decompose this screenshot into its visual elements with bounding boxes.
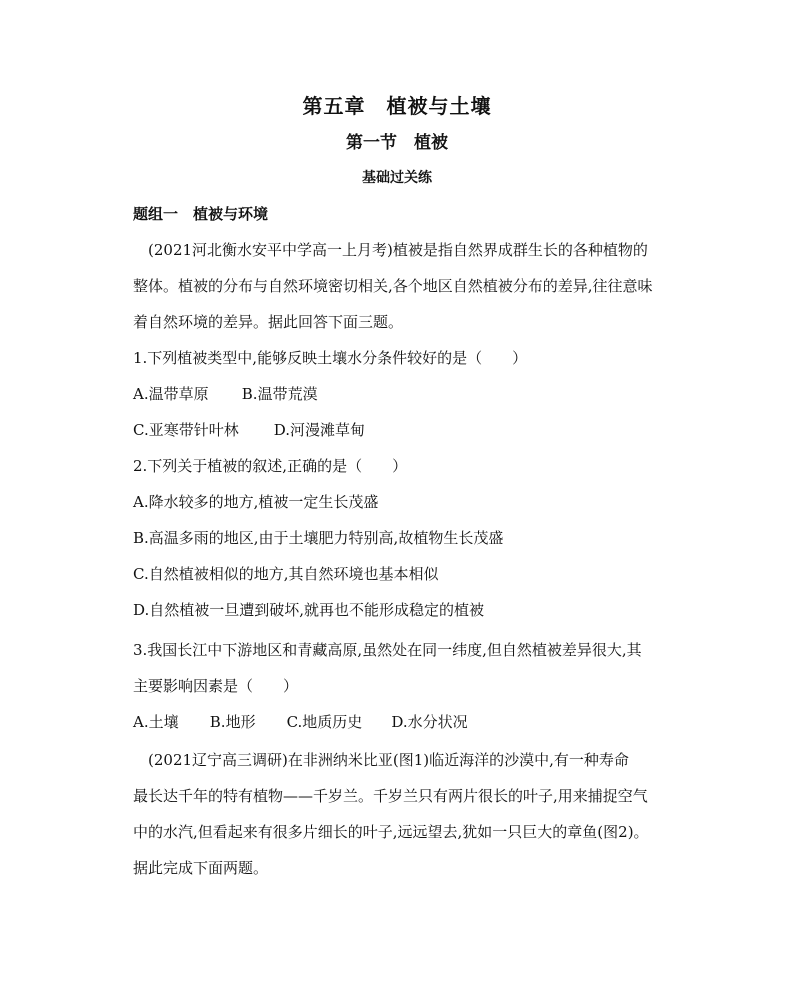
passage2-line: 中的水汽,但看起来有很多片细长的叶子,远远望去,犹如一只巨大的章鱼(图2)。 — [133, 823, 649, 841]
exercise-title: 基础过关练 — [362, 170, 432, 186]
option-d: D.河漫滩草甸 — [273, 421, 366, 439]
group-title: 题组一 植被与环境 — [133, 205, 269, 223]
option-d: D.自然植被一旦遭到破坏,就再也不能形成稳定的植被 — [133, 601, 485, 619]
passage1-line: 整体。植被的分布与自然环境密切相关,各个地区自然植被分布的差异,往往意味 — [133, 277, 653, 295]
question-3-options-row — [133, 712, 673, 732]
section-title: 第一节 植被 — [346, 133, 448, 153]
passage1-line: (2021河北衡水安平中学高一上月考)植被是指自然界成群生长的各种植物的 — [148, 241, 648, 259]
passage2-line: 据此完成下面两题。 — [133, 859, 269, 877]
option-b: B.温带荒漠 — [241, 385, 318, 403]
chapter-title: 第五章 植被与土壤 — [302, 94, 492, 118]
passage1-line: 着自然环境的差异。据此回答下面三题。 — [133, 313, 404, 331]
question-1-options-row — [133, 420, 673, 440]
question-1-stem: 1.下列植被类型中,能够反映土壤水分条件较好的是（ ） — [133, 349, 528, 367]
passage2-line: 最长达千年的特有植物——千岁兰。千岁兰只有两片很长的叶子,用来捕捉空气 — [133, 787, 648, 805]
option-a: A.温带草原 — [133, 385, 209, 403]
option-c: C.亚寒带针叶林 — [133, 421, 239, 439]
question-3-stem: 主要影响因素是（ ） — [133, 677, 299, 695]
option-a: A.降水较多的地方,植被一定生长茂盛 — [133, 493, 379, 511]
option-a: A.土壤 — [133, 713, 179, 731]
option-d: D.水分状况 — [391, 713, 468, 731]
question-1-options-row — [133, 384, 673, 404]
question-3-stem: 3.我国长江中下游地区和青藏高原,虽然处在同一纬度,但自然植被差异很大,其 — [133, 641, 642, 659]
option-c: C.地质历史 — [286, 713, 363, 731]
option-b: B.高温多雨的地区,由于土壤肥力特别高,故植物生长茂盛 — [133, 529, 504, 547]
question-2-stem: 2.下列关于植被的叙述,正确的是（ ） — [133, 457, 408, 475]
passage2-line: (2021辽宁高三调研)在非洲纳米比亚(图1)临近海洋的沙漠中,有一种寿命 — [148, 751, 629, 769]
option-b: B.地形 — [209, 713, 256, 731]
option-c: C.自然植被相似的地方,其自然环境也基本相似 — [133, 565, 439, 583]
